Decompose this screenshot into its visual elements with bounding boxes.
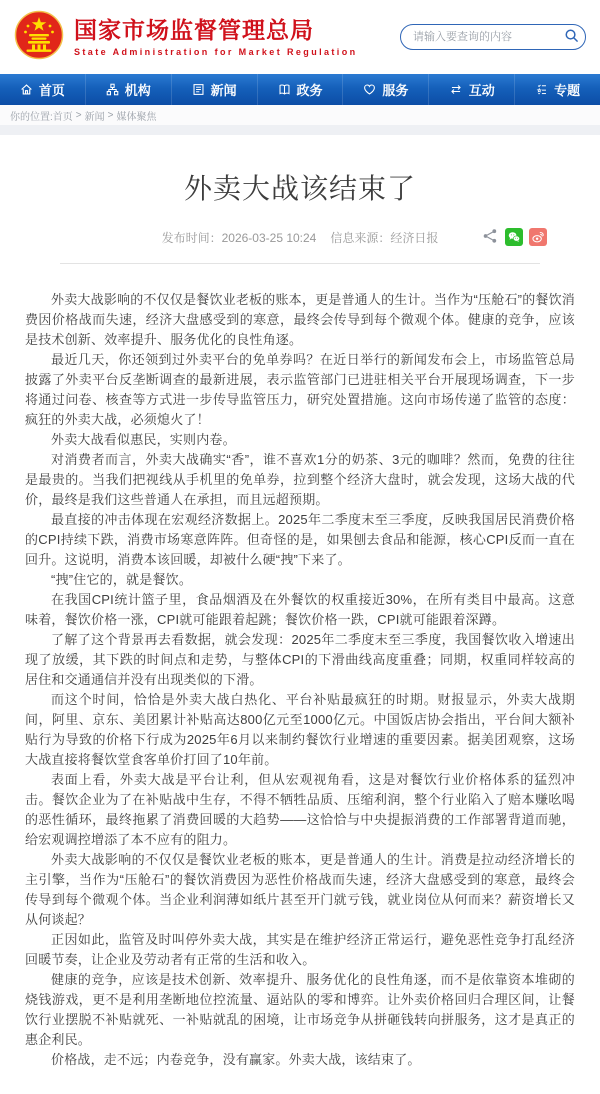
search-icon — [564, 28, 579, 46]
article-paragraph: 表面上看，外卖大战是平台让利，但从宏观视角看，这是对餐饮行业价格体系的猛烈冲击。餐饮企业为了在补贴战中生存，不得不牺牲品质、压缩利润，整个行业陷入了赔本赚吆喝的恶性循环，最终拖累了消费回暖的大趋势——这恰恰与中央提振消费的工作部署背道而驰，给宏观调控增添了本不应有的阻力。 — [25, 772, 575, 847]
home-icon — [20, 83, 33, 96]
nav-item-topics[interactable] — [514, 74, 600, 105]
nav-item-gov[interactable] — [257, 74, 343, 105]
article-paragraph: 外卖大战影响的不仅仅是餐饮业老板的账本，更是普通人的生计。当作为“压舱石”的餐饮消费因价格战而失速，经济大盘感受到的寒意，最终会传导到每个微观个体。健康的竞争，应该是技术创新、效率提升、服务优化的良性角逐。 — [25, 292, 575, 347]
publish-time-label: 发布时间： — [161, 231, 222, 245]
nav-item-interact[interactable] — [428, 74, 514, 105]
title-divider — [60, 263, 540, 264]
interact-arrows-icon — [449, 83, 463, 96]
article-paragraph: “拽”住它的，就是餐饮。 — [51, 572, 193, 587]
article-paragraph: 对消费者而言，外卖大战确实“香”，谁不喜欢1分的奶茶、3元的咖啡？然而，免费的往往是最贵的。当我们把视线从手机里的免单券，拉到整个经济大盘时，就会发现，这场大战的代价，最终是我们这些普通人在承担，而且远超预期。 — [25, 452, 575, 507]
search-button[interactable] — [559, 25, 583, 49]
nav-item-home[interactable] — [0, 74, 85, 105]
share-tools — [481, 228, 547, 246]
logo-wrap — [14, 10, 358, 65]
article-meta-row — [25, 229, 575, 249]
share-icon — [482, 228, 498, 247]
nav-label: 机构 — [124, 83, 151, 98]
nav-item-orgs[interactable] — [85, 74, 171, 105]
search-box — [400, 24, 586, 50]
gov-book-icon — [278, 83, 291, 96]
article-paragraph: 最直接的冲击体现在宏观经济数据上。2025年二季度末至三季度，反映我国居民消费价格的CPI持续下跌，消费市场寒意阵阵。但奇怪的是，如果刨去食品和能源，核心CPI反而一直在回升。这说明，消费本该回暖，却被什么硬“拽”下来了。 — [25, 512, 575, 567]
topics-list-icon — [535, 83, 548, 96]
section-divider-band — [0, 125, 600, 135]
article-paragraph: 了解了这个背景再去看数据，就会发现：2025年二季度末至三季度，我国餐饮收入增速出现了放缓，其下跌的时间点和走势，与整体CPI的下滑曲线高度重叠；同期，权重同样较高的居住和交通通信并没有出现类似的下滑。 — [25, 632, 575, 687]
article-paragraph: 价格战，走不远；内卷竞争，没有赢家。外卖大战，该结束了。 — [51, 1052, 421, 1067]
site-subtitle: State Administration for Market Regulation — [74, 47, 358, 58]
national-emblem-logo — [14, 10, 64, 65]
main-nav — [0, 74, 600, 105]
breadcrumb-separator: > — [107, 109, 114, 121]
article-body — [25, 290, 575, 1094]
nav-item-services[interactable] — [342, 74, 428, 105]
article-paragraph: 外卖大战影响的不仅仅是餐饮业老板的账本，更是普通人的生计。消费是拉动经济增长的主引擎，当作为“压舱石”的餐饮消费因为恶性价格战而失速，经济大盘感受到的寒意，最终会传导到每个微观个体。当企业利润薄如纸片甚至开门就亏钱，就业岗位从何而来？薪资增长又从何谈起？ — [25, 852, 575, 927]
nav-label: 互动 — [468, 83, 495, 98]
site-title: 国家市场监督管理总局 — [74, 16, 314, 43]
nav-label: 新闻 — [210, 83, 237, 98]
wechat-icon — [505, 228, 523, 246]
weibo-share-button[interactable] — [529, 228, 547, 246]
nav-label: 服务 — [382, 83, 409, 98]
weibo-icon — [529, 228, 547, 246]
wechat-share-button[interactable] — [505, 228, 523, 246]
publish-time: 2026-03-25 10:24 — [221, 231, 317, 245]
breadcrumb — [0, 105, 600, 125]
share-button[interactable] — [481, 228, 499, 246]
nav-item-news[interactable] — [171, 74, 257, 105]
breadcrumb-label: 你的位置: — [10, 111, 53, 123]
source-value: 经济日报 — [390, 231, 439, 245]
breadcrumb-separator: > — [75, 109, 82, 121]
heart-icon — [363, 83, 376, 96]
sitemap-icon — [106, 83, 119, 96]
page-title: 外卖大战该结束了 — [183, 173, 416, 204]
article-paragraph: 外卖大战看似惠民，实则内卷。 — [51, 432, 236, 447]
breadcrumb-item-home[interactable]: 首页 — [52, 111, 73, 123]
article-paragraph: 在我国CPI统计篮子里，食品烟酒及在外餐饮的权重接近30%，在所有类目中最高。这意味着，餐饮价格一涨，CPI就可能跟着起跳；餐饮价格一跌，CPI就可能跟着深蹲。 — [25, 592, 575, 627]
nav-label: 首页 — [38, 83, 65, 98]
article — [0, 167, 600, 1094]
article-paragraph: 最近几天，你还领到过外卖平台的免单券吗？在近日举行的新闻发布会上，市场监管总局披露了外卖平台反垄断调查的最新进展，表示监管部门已进驻相关平台开展现场调查，下一步将通过问卷、核查等方式进一步传导监管压力，研究处置措施。这向市场传递了监管的态度：疯狂的外卖大战，必须熄火了！ — [25, 352, 575, 427]
nav-label: 专题 — [554, 83, 581, 98]
source-label: 信息来源： — [330, 231, 391, 245]
breadcrumb-item-media-focus[interactable]: 媒体聚焦 — [116, 111, 157, 123]
breadcrumb-item-news[interactable]: 新闻 — [84, 111, 105, 123]
article-paragraph: 正因如此，监管及时叫停外卖大战，其实是在维护经济正常运行，避免恶性竞争打乱经济回暖节奏，让企业及劳动者有正常的生活和收入。 — [25, 932, 575, 967]
article-paragraph: 健康的竞争，应该是技术创新、效率提升、服务优化的良性角逐，而不是依靠资本堆砌的烧钱游戏，更不是利用垄断地位控流量、逼站队的零和博弈。让外卖价格回归合理区间，让餐饮行业摆脱不补贴就死、一补贴就乱的困境，让市场竞争从拼砸钱转向拼服务，这才是真正的惠企利民。 — [25, 972, 575, 1047]
site-header — [0, 0, 600, 74]
nav-label: 政务 — [296, 83, 323, 98]
article-paragraph: 而这个时间，恰恰是外卖大战白热化、平台补贴最疯狂的时期。财报显示，外卖大战期间，阿里、京东、美团累计补贴高达800亿元至1000亿元。中国饭店协会指出，平台间大额补贴行为导致的价格下行成为2025年6月以来制约餐饮行业增速的重要因素。据美团观察，这场大战直接将餐饮堂食客单价打回了10年前。 — [25, 692, 575, 767]
news-icon — [192, 83, 205, 96]
